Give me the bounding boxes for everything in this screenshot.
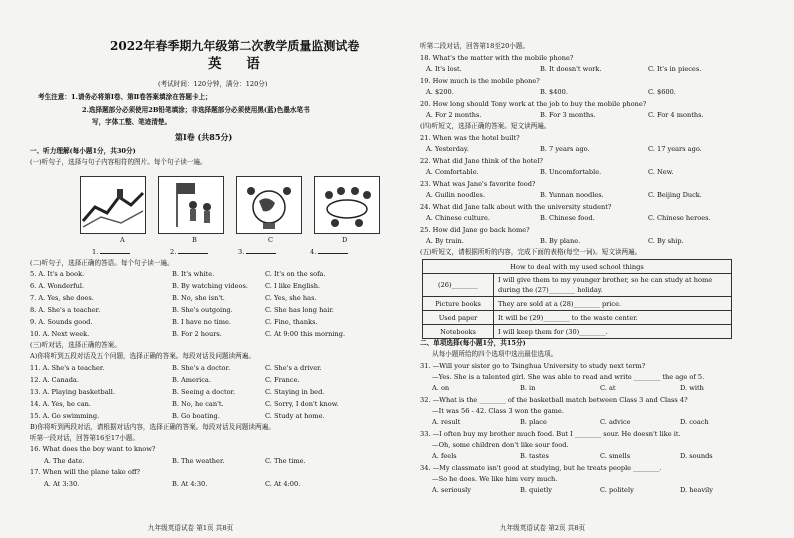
question-16-b: B. The weather. bbox=[172, 457, 225, 465]
question-5-b: B. It's white. bbox=[172, 270, 215, 278]
question-11-c: C. She's a driver. bbox=[265, 364, 322, 372]
question-6-a: 6. A. Wonderful. bbox=[30, 282, 85, 290]
question-14-a: 14. A. Yes, he can. bbox=[30, 400, 92, 408]
question-34-d: D. heavily bbox=[680, 486, 713, 494]
question-25-c: C. By ship. bbox=[648, 237, 684, 245]
question-10-b: B. For 2 hours. bbox=[172, 330, 222, 338]
question-18-a: A. It's lost. bbox=[426, 65, 462, 73]
question-16-c: C. The time. bbox=[265, 457, 306, 465]
table-row bbox=[423, 274, 732, 297]
question-31: 31. —Will your sister go to Tsinghua University to study next term? bbox=[420, 362, 646, 370]
table-cell-thing: Used paper bbox=[423, 311, 494, 325]
section-1c-b-heading: B)你将听到两段对话，请根据对话内容，选择正确的答案。每段对话及问题读两遍。 bbox=[30, 423, 275, 431]
question-13-b: B. Seeing a doctor. bbox=[172, 388, 236, 396]
answer-blank-4: 4. bbox=[310, 247, 348, 257]
picture-label-d: D bbox=[342, 236, 348, 244]
table-cell-thing: Notebooks bbox=[423, 325, 494, 339]
question-21-c: C. 17 years ago. bbox=[648, 145, 702, 153]
question-7-b: B. No, she isn't. bbox=[172, 294, 225, 302]
question-31-d: D. with bbox=[680, 384, 704, 392]
question-7-c: C. Yes, she has. bbox=[265, 294, 317, 302]
question-14-c: C. Sorry, I don't know. bbox=[265, 400, 339, 408]
question-18: 18. What's the matter with the mobile phone? bbox=[420, 54, 574, 62]
section-1c-a-heading: A)你将听到五段对话及五个问题，选择正确的答案。每段对话及问题读两遍。 bbox=[30, 352, 255, 360]
question-32-a: A. result bbox=[432, 418, 461, 426]
question-8-a: 8. A. She's a teacher. bbox=[30, 306, 101, 314]
question-33-c: C. smells bbox=[600, 452, 631, 460]
question-33-a: A. feels bbox=[432, 452, 457, 460]
answer-blank-2: 2. bbox=[170, 247, 208, 257]
question-12-a: 12. A. Canada. bbox=[30, 376, 79, 384]
question-5-c: C. It's on the sofa. bbox=[265, 270, 326, 278]
question-12-c: C. France. bbox=[265, 376, 300, 384]
question-13-a: 13. A. Playing basketball. bbox=[30, 388, 115, 396]
question-20-b: B. For 3 months. bbox=[540, 111, 596, 119]
question-8-b: B. She's outgoing. bbox=[172, 306, 233, 314]
table-row bbox=[423, 297, 732, 311]
question-6-b: B. By watching videos. bbox=[172, 282, 248, 290]
question-22-a: A. Comfortable. bbox=[426, 168, 479, 176]
table-cell-plan: It will be (29)________ to the waste center. bbox=[494, 311, 732, 325]
dialogue-2-heading: 听第二段对话，回答第18至20小题。 bbox=[420, 42, 530, 50]
picture-label-c: C bbox=[268, 236, 274, 244]
question-23-c: C. Beijing Duck. bbox=[648, 191, 702, 199]
question-10-a: 10. A. Next week. bbox=[30, 330, 90, 338]
question-11-a: 11. A. She's a teacher. bbox=[30, 364, 105, 372]
question-25-b: B. By plane. bbox=[540, 237, 581, 245]
notice-line-3: 写，字体工整、笔迹清楚。 bbox=[92, 118, 172, 126]
question-5-a: 5. A. It's a book. bbox=[30, 270, 85, 278]
question-15-b: B. Go boating. bbox=[172, 412, 220, 420]
question-17: 17. When will the plane take off? bbox=[30, 468, 141, 476]
question-33-b: B. tastes bbox=[520, 452, 549, 460]
table-row bbox=[423, 311, 732, 325]
question-24: 24. What did Jane talk about with the university student? bbox=[420, 203, 612, 211]
used-things-table bbox=[422, 259, 732, 339]
question-17-b: B. At 4:30. bbox=[172, 480, 208, 488]
question-18-b: B. It doesn't work. bbox=[540, 65, 602, 73]
question-20: 20. How long should Tony work at the job to buy the mobile phone? bbox=[420, 100, 647, 108]
question-21: 21. When was the hotel built? bbox=[420, 134, 520, 142]
question-24-b: B. Chinese food. bbox=[540, 214, 595, 222]
question-23-a: A. Guilin noodles. bbox=[426, 191, 486, 199]
question-31-c: C. at bbox=[600, 384, 616, 392]
question-17-a: A. At 3:30. bbox=[44, 480, 80, 488]
section-1a-heading: (一)听句子，选择与句子内容相符的图片。每个句子读一遍。 bbox=[30, 158, 207, 166]
question-31-a: A. on bbox=[432, 384, 450, 392]
table-cell-thing: Picture books bbox=[423, 297, 494, 311]
question-31-reply: —Yes. She is a talented girl. She was able to read and write ________ the age of 5. bbox=[432, 373, 705, 381]
question-34: 34. —My classmate isn't good at studying, but he treats people ________. bbox=[420, 464, 662, 472]
section-1c-heading: (三)听对话，选择正确的答案。 bbox=[30, 341, 121, 349]
question-34-b: B. quietly bbox=[520, 486, 552, 494]
question-33-d: D. sounds bbox=[680, 452, 713, 460]
subject-title: 英 语 bbox=[208, 56, 270, 72]
question-12-b: B. America. bbox=[172, 376, 211, 384]
question-13-c: C. Staying in bed. bbox=[265, 388, 325, 396]
question-22-c: C. New. bbox=[648, 168, 674, 176]
left-page bbox=[0, 0, 390, 538]
question-18-c: C. It's in pieces. bbox=[648, 65, 702, 73]
question-6-c: C. I like English. bbox=[265, 282, 321, 290]
right-page bbox=[400, 0, 790, 538]
question-17-c: C. At 4:00. bbox=[265, 480, 301, 488]
question-33: 33. —I often buy my brother much food. But I ________ sour. He doesn't like it. bbox=[420, 430, 681, 438]
question-23: 23. What was Jane's favorite food? bbox=[420, 180, 536, 188]
question-25-a: A. By train. bbox=[426, 237, 464, 245]
question-11-b: B. She's a doctor. bbox=[172, 364, 231, 372]
exam-time: (考试时间：120分钟，满分：120分) bbox=[158, 80, 268, 88]
table-cell-plan: They are sold at a (28)________ price. bbox=[494, 297, 732, 311]
question-19-c: C. $600. bbox=[648, 88, 676, 96]
volume-heading: 第Ⅰ卷 (共85分) bbox=[175, 132, 233, 142]
answer-blank-3: 3. bbox=[238, 247, 276, 257]
question-15-c: C. Study at home. bbox=[265, 412, 325, 420]
section-1b-heading: (二)听句子，选择正确的答语。每个句子读一遍。 bbox=[30, 259, 174, 267]
question-24-c: C. Chinese heroes. bbox=[648, 214, 711, 222]
question-32-d: D. coach bbox=[680, 418, 709, 426]
question-25: 25. How did Jane go back home? bbox=[420, 226, 530, 234]
question-9-a: 9. A. Sounds good. bbox=[30, 318, 93, 326]
section-2-heading: 二、单项选择(每小题1分，共15分) bbox=[420, 339, 526, 347]
picture-c-earth bbox=[236, 176, 302, 234]
section-1-heading: 一、听力理解(每小题1分，共30分) bbox=[30, 147, 136, 155]
picture-d-dinner-table bbox=[314, 176, 380, 234]
question-9-c: C. Fine, thanks. bbox=[265, 318, 318, 326]
question-22-b: B. Uncomfortable. bbox=[540, 168, 602, 176]
question-8-c: C. She has long hair. bbox=[265, 306, 334, 314]
question-32-b: B. place bbox=[520, 418, 547, 426]
question-21-b: B. 7 years ago. bbox=[540, 145, 590, 153]
section-5-heading: (五)听短文，请根据所听的内容，完成下面的表格(每空一词)。短文读两遍。 bbox=[420, 248, 642, 256]
picture-a-great-wall bbox=[80, 176, 146, 234]
question-19-a: A. $200. bbox=[426, 88, 454, 96]
question-19-b: B. $400. bbox=[540, 88, 568, 96]
question-34-a: A. seriously bbox=[432, 486, 471, 494]
question-16-a: A. The date. bbox=[44, 457, 85, 465]
picture-row bbox=[80, 176, 380, 236]
question-34-c: C. politely bbox=[600, 486, 634, 494]
question-31-b: B. in bbox=[520, 384, 536, 392]
section-2-description: 从每小题所给的四个选项中选出最佳选项。 bbox=[432, 350, 558, 358]
question-21-a: A. Yesterday. bbox=[426, 145, 469, 153]
picture-label-a: A bbox=[120, 236, 125, 244]
question-34-reply: —So he does. We like him very much. bbox=[432, 475, 558, 483]
question-23-b: B. Yunnan noodles. bbox=[540, 191, 604, 199]
dialogue-1-heading: 听第一段对话，回答第16至17小题。 bbox=[30, 434, 140, 442]
notice-line-2: 2.选择题部分必须使用2B铅笔填涂；非选择题部分必须使用黑(蓝)色墨水笔书 bbox=[82, 106, 310, 114]
question-22: 22. What did Jane think of the hotel? bbox=[420, 157, 543, 165]
question-14-b: B. No, he can't. bbox=[172, 400, 224, 408]
answer-blank-1: 1. bbox=[92, 247, 130, 257]
question-32-reply: —It was 56 - 42. Class 3 won the game. bbox=[432, 407, 564, 415]
page-footer-1: 九年级英语试卷 第1页 共8页 bbox=[148, 524, 234, 532]
question-20-a: A. For 2 months. bbox=[426, 111, 482, 119]
notice-line-1: 考生注意：1.请务必将第Ⅰ卷、第Ⅱ卷答案填涂在答题卡上； bbox=[38, 93, 212, 101]
question-7-a: 7. A. Yes, she does. bbox=[30, 294, 94, 302]
question-15-a: 15. A. Go swimming. bbox=[30, 412, 100, 420]
question-20-c: C. For 4 months. bbox=[648, 111, 704, 119]
table-cell-thing: (26)________ bbox=[423, 274, 494, 297]
question-33-reply: —Oh, some children don't like sour food. bbox=[432, 441, 569, 449]
table-title: How to deal with my used school things bbox=[423, 260, 732, 274]
section-4-heading: (四)听短文，选择正确的答案。短文读两遍。 bbox=[420, 122, 551, 130]
question-32: 32. —What is the ________ of the basketball match between Class 3 and Class 4? bbox=[420, 396, 688, 404]
table-header-row bbox=[423, 260, 732, 274]
question-19: 19. How much is the mobile phone? bbox=[420, 77, 540, 85]
picture-b-kids-flag bbox=[158, 176, 224, 234]
question-16: 16. What does the boy want to know? bbox=[30, 445, 156, 453]
question-32-c: C. advice bbox=[600, 418, 631, 426]
question-10-c: C. At 9:00 this morning. bbox=[265, 330, 346, 338]
table-row bbox=[423, 325, 732, 339]
question-24-a: A. Chinese culture. bbox=[426, 214, 490, 222]
exam-title: 2022年春季期九年级第二次教学质量监测试卷 bbox=[110, 39, 360, 53]
table-cell-plan: I will keep them for (30)________. bbox=[494, 325, 732, 339]
question-9-b: B. I have no time. bbox=[172, 318, 231, 326]
table-cell-plan: I will give them to my younger brother, so he can study at home during the (27)________ holiday. bbox=[494, 274, 732, 297]
picture-label-b: B bbox=[192, 236, 197, 244]
page-footer-2: 九年级英语试卷 第2页 共8页 bbox=[500, 524, 586, 532]
